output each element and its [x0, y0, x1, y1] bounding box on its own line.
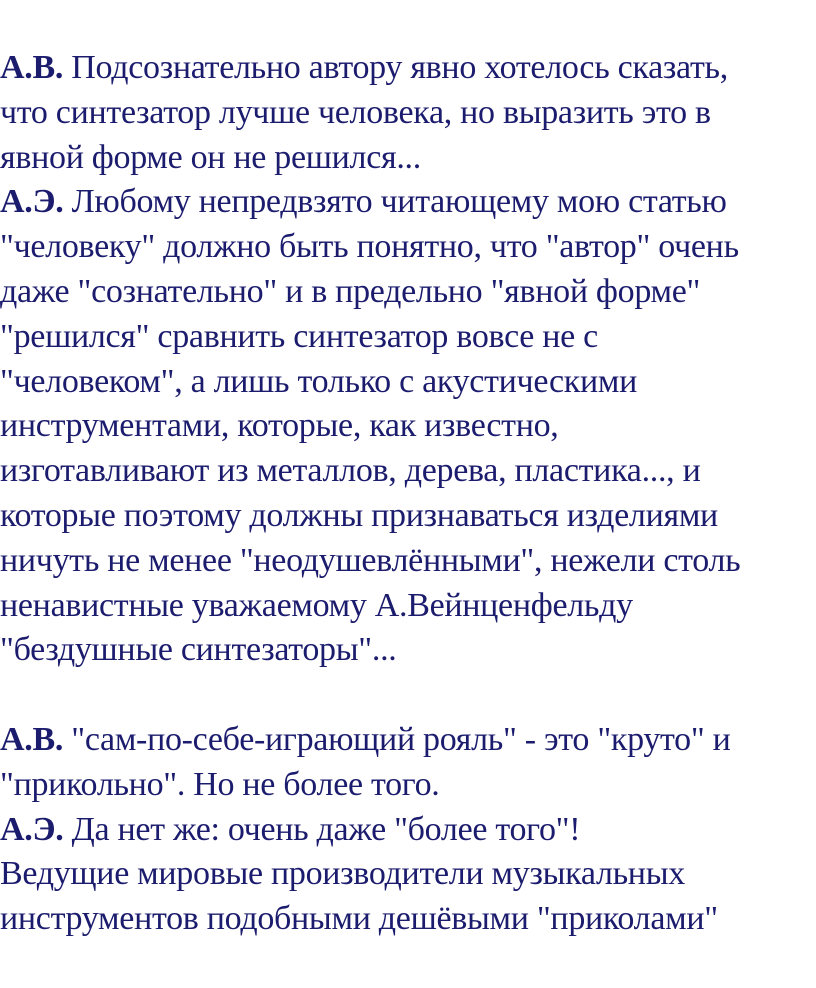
speaker-label: А.Э. [0, 183, 64, 221]
speaker-label: А.В. [0, 49, 64, 86]
paragraph-text: Да нет же: очень даже "более того"! Ведущие мировые производители музыкальных инструментов подобными дешёвыми "приколами" [0, 810, 718, 938]
paragraph-text: Подсознательно автору явно хотелось сказать, что синтезатор лучше человека, но выразить это в явной форме он не решился... [0, 49, 728, 176]
dialogue-paragraph [0, 808, 816, 942]
dialogue-paragraph [0, 718, 816, 808]
document-page [0, 46, 816, 942]
speaker-label: А.В. [0, 720, 64, 758]
paragraph-spacer [0, 673, 816, 718]
dialogue-paragraph [0, 46, 816, 180]
speaker-label: А.Э. [0, 810, 64, 848]
paragraph-text: Любому непредвзято читающему мою статью "человеку" должно быть понятно, что "автор" очень даже "сознательно" и в предельно "явной форме" "решился" сравнить синтезатор вовсе не с "человеком", а лишь только с акустическими инструментами, которые, как известно, изготавливают из металлов, дерева, пластика..., и которые поэтому должны признаваться изделиями ничуть не менее "неодушевлёнными", нежели столь ненавистные уважаемому А.Вейнценфельду "бездушные синтезаторы"... [0, 183, 741, 669]
paragraph-text: "сам-по-себе-играющий рояль" - это "круто" и "прикольно". Но не более того. [0, 720, 731, 803]
dialogue-paragraph [0, 180, 816, 673]
